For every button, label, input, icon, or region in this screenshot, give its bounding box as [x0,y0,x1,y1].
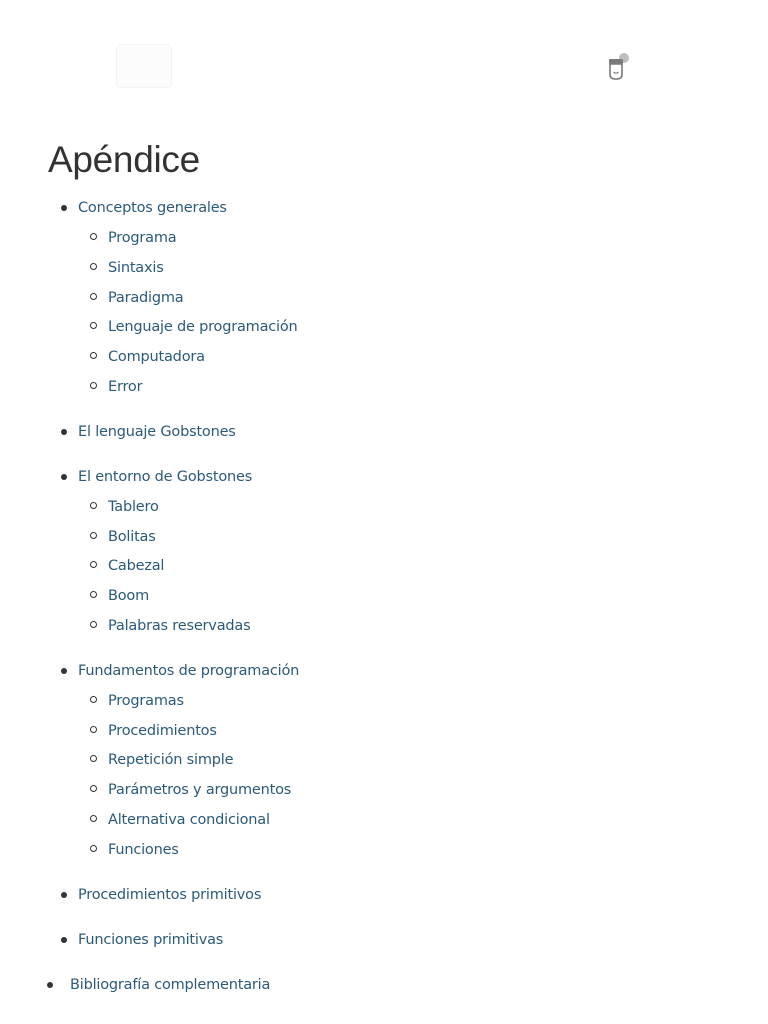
toc-subitem-link[interactable]: Tablero [108,498,159,515]
toc-subitem-link[interactable]: Error [108,378,143,395]
toc-subitem-link[interactable]: Funciones [108,841,179,858]
toc-section-row [78,461,768,491]
toc-sublist [78,685,768,864]
toc-subitem-link[interactable]: Boom [108,588,150,605]
toc-subitem [78,774,768,804]
toc-section [0,192,768,401]
toc-subitem-link[interactable]: Programa [108,230,177,246]
toc-subitem [78,610,768,640]
toc-section [0,879,768,909]
toc-subitem-link[interactable]: Lenguaje de programación [108,319,298,336]
toc-section-row [78,192,768,222]
toc-section-row [78,416,768,446]
toc-section-link[interactable]: Funciones primitivas [78,931,224,948]
toc-subitem-link[interactable]: Computadora [108,349,205,366]
toc-subitem [78,834,768,864]
user-profile-icon[interactable] [606,51,632,81]
toc-subitem [78,341,768,371]
toc-section-link[interactable]: El entorno de Gobstones [78,468,253,485]
toc-subitem [78,804,768,834]
toc-subitem-link[interactable]: Cabezal [108,558,165,575]
toc-section-row [78,879,768,909]
toc-subitem [78,550,768,580]
toc-subitem [78,580,768,610]
toc-section [0,416,768,446]
toc-subitem [78,282,768,312]
toc-subitem [78,371,768,401]
toc-section-row [78,655,768,685]
toc-subitem [78,491,768,521]
toc-sublist [78,222,768,401]
toc-item-bibliografia [70,969,270,999]
table-of-contents [0,192,768,969]
toc-link-bibliografia[interactable]: Bibliografía complementaria [70,977,271,993]
toc-section-link[interactable]: Procedimientos primitivos [78,886,262,903]
toc-subitem [78,685,768,715]
toc-subitem [78,715,768,745]
toc-subitem-link[interactable]: Palabras reservadas [108,617,251,634]
toc-section-row [78,924,768,954]
toc-subitem-link[interactable]: Alternativa condicional [108,811,270,828]
toc-subitem-link[interactable]: Sintaxis [108,259,164,276]
toc-subitem-link[interactable]: Bolitas [108,528,156,545]
toc-list [0,192,768,954]
toc-section [0,461,768,640]
toc-subitem-link[interactable]: Procedimientos [108,722,217,739]
toc-subitem [78,744,768,774]
top-bar [0,0,768,120]
page-title: Apéndice [48,139,200,180]
toc-section-link[interactable]: El lenguaje Gobstones [78,423,236,440]
toc-subitem [78,222,768,252]
toc-section-link[interactable]: Conceptos generales [78,200,227,216]
toc-subitem [78,521,768,551]
toc-subitem-link[interactable]: Parámetros y argumentos [108,782,292,799]
toc-sublist [78,491,768,640]
toc-subitem [78,311,768,341]
toc-subitem-link[interactable]: Programas [108,692,184,709]
logo-icon[interactable] [116,44,172,88]
toc-subitem-link[interactable]: Repetición simple [108,752,234,769]
toc-section [0,924,768,954]
toc-section [0,655,768,864]
toc-subitem [78,252,768,282]
toc-subitem-link[interactable]: Paradigma [108,289,184,306]
toc-section-link[interactable]: Fundamentos de programación [78,662,300,679]
